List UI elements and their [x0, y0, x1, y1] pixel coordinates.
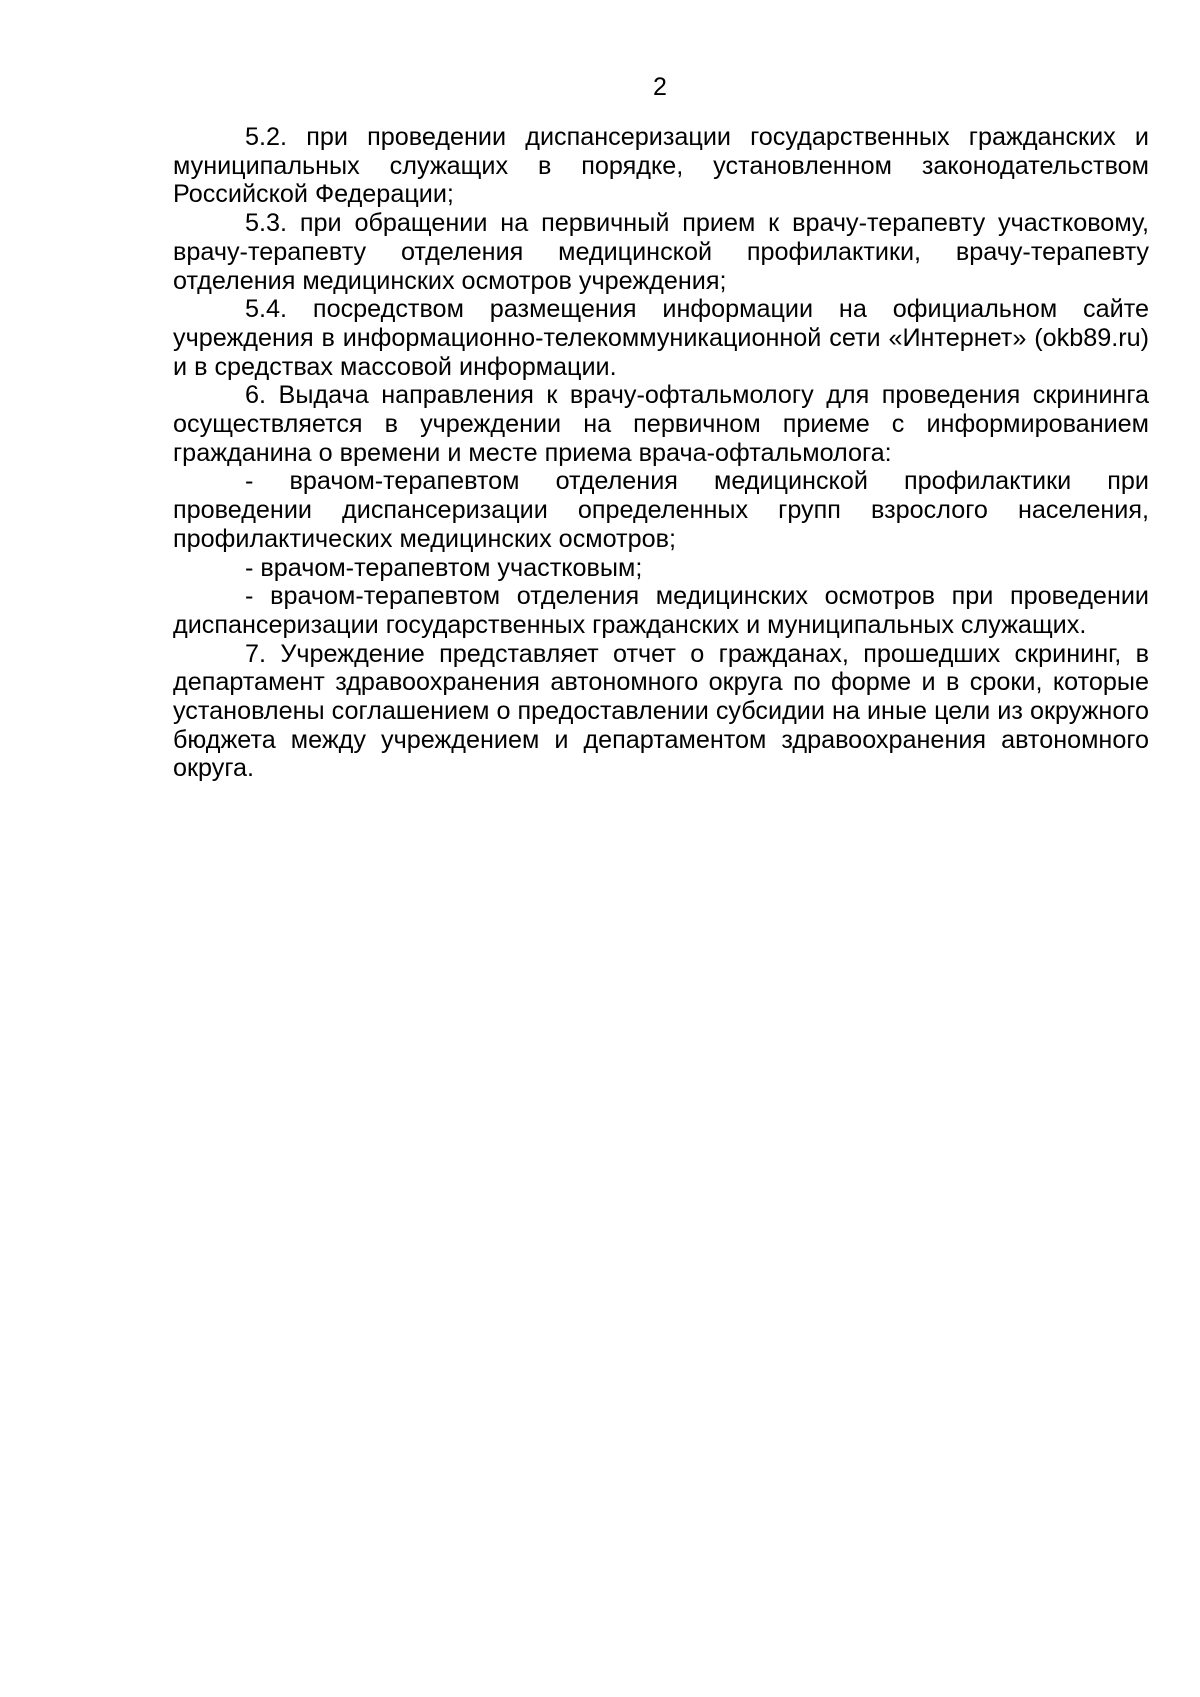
document-body: [173, 123, 1149, 783]
paragraph-5-2: 5.2. при проведении диспансеризации государственных гражданских и муниципальных служащих в порядке, установленном законодательством Российской Федерации;: [173, 123, 1149, 209]
list-item-examination-therapist: - врачом-терапевтом отделения медицинских осмотров при проведении диспансеризации государственных гражданских и муниципальных служащих.: [173, 582, 1149, 639]
paragraph-7: 7. Учреждение представляет отчет о гражданах, прошедших скрининг, в департамент здравоохранения автономного округа по форме и в сроки, которые установлены соглашением о предоставлении субсидии на иные цели из окружного бюджета между учреждением и департаментом здравоохранения автономного округа.: [173, 639, 1149, 783]
list-item-prophylaxis-therapist: - врачом-терапевтом отделения медицинской профилактики при проведении диспансеризации определенных групп взрослого населения, профилактических медицинских осмотров;: [173, 467, 1149, 553]
list-item-district-therapist: - врачом-терапевтом участковым;: [245, 553, 643, 582]
paragraph-6: 6. Выдача направления к врачу-офтальмологу для проведения скрининга осуществляется в учреждении на первичном приеме с информированием гражданина о времени и месте приема врача-офтальмолога:: [173, 381, 1149, 467]
paragraph-5-3: 5.3. при обращении на первичный прием к врачу-терапевту участковому, врачу-терапевту отделения медицинской профилактики, врачу-терапевту отделения медицинских осмотров учреждения;: [173, 209, 1149, 295]
page-number: 2: [653, 73, 667, 101]
paragraph-5-4: 5.4. посредством размещения информации на официальном сайте учреждения в информационно-телекоммуникационной сети «Интернет» (okb89.ru) и в средствах массовой информации.: [173, 295, 1149, 381]
